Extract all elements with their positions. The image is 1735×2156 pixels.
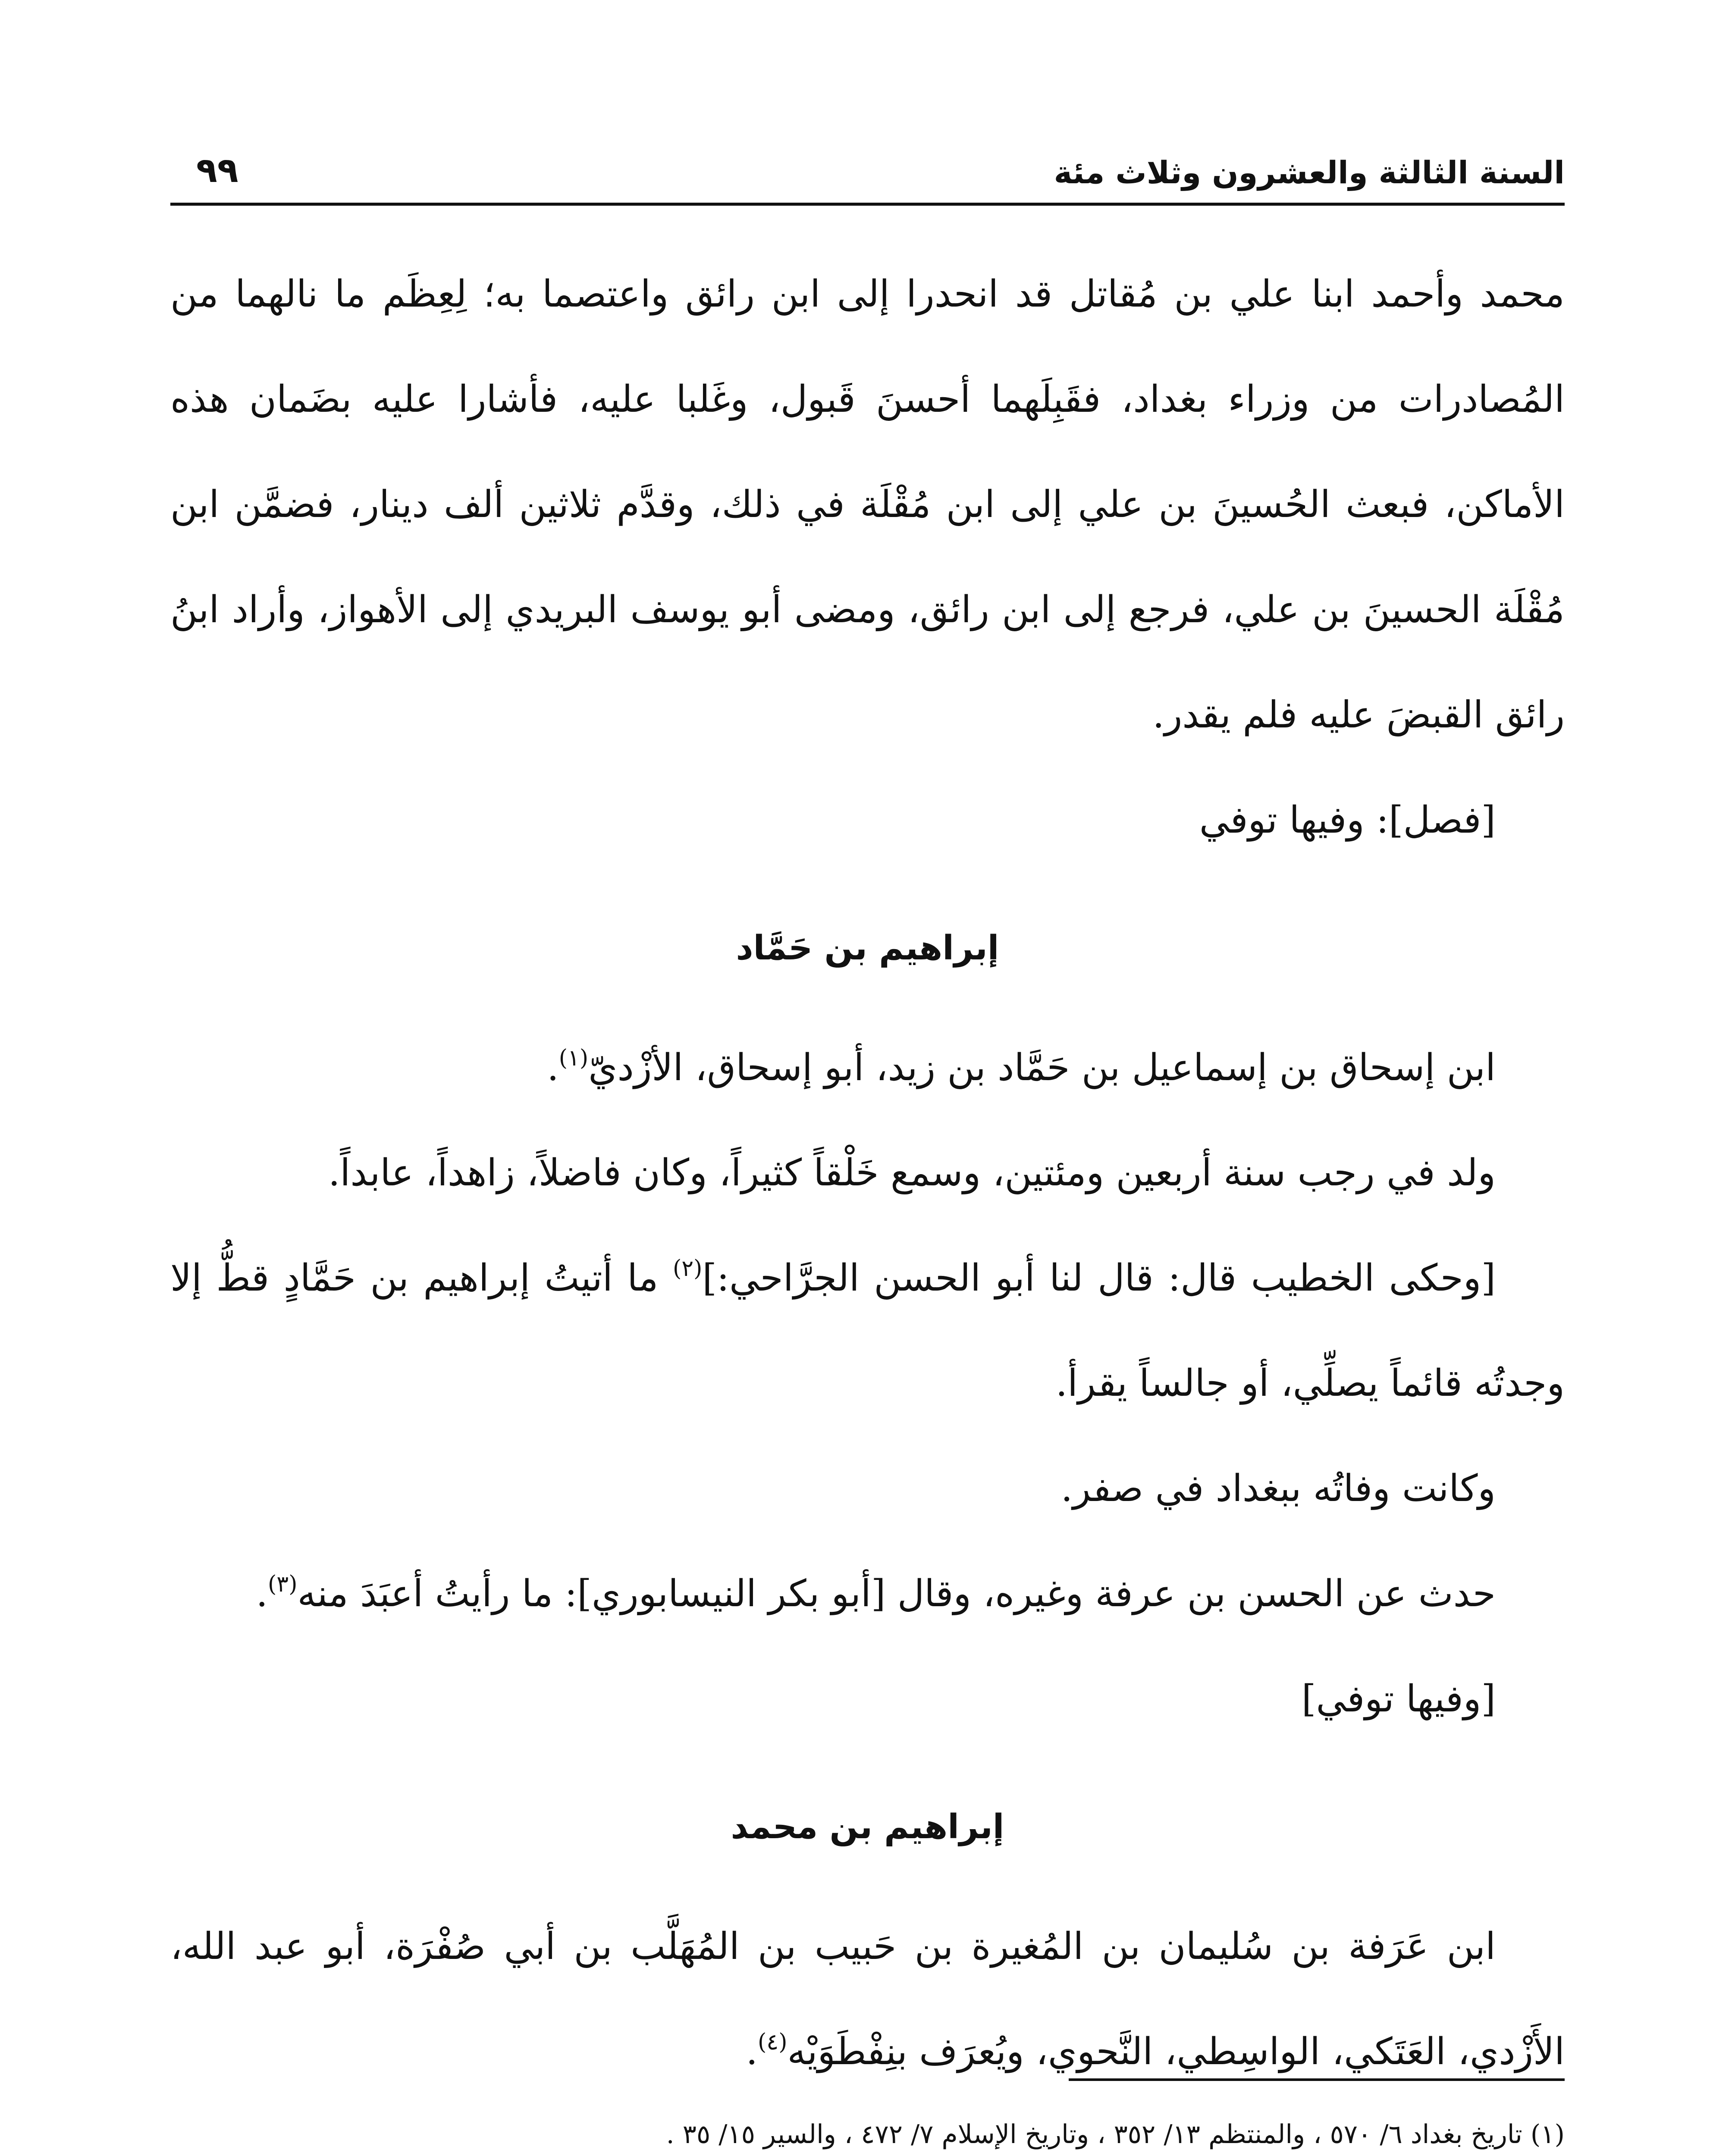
footnote-separator [1069,2078,1565,2081]
footnote-ref: (٣) [267,1571,298,1597]
paragraph: حدث عن الحسن بن عرفة وغيره، وقال [أبو بكر النيسابوري]: ما رأيتُ أعبَدَ منه$^{(٣)}$. [256,1571,1496,1615]
paragraph: محمد وأحمد ابنا علي بن مُقاتل قد انحدرا إلى ابن رائق واعتصما به؛ لِعِظَم ما نالهما من المُصادرات من وزراء بغداد، فقَبِلَهما أحسنَ قَبول، وغَلبا عليه، فأشارا عليه بضَمان هذه الأماكن، فبعث الحُسينَ بن علي إلى ابن مُقْلَة في ذلك، وقدَّم ثلاثين ألف دينار، فضمَّن ابن مُقْلَة الحسينَ بن علي، فرجع إلى ابن رائق، ومضى أبو يوسف البريدي إلى الأهواز، وأراد ابنُ رائق القبضَ عليه فلم يقدر. [170,273,1565,736]
running-title: السنة الثالثة والعشرون وثلاث مئة [1054,154,1565,191]
paragraph-text: ما أتيتُ إبراهيم بن حَمَّادٍ قطُّ إلا وجدتُه قائماً يصلِّي، أو جالساً يقرأ. [170,1257,1565,1405]
paragraph-text: حدث عن الحسن بن عرفة وغيره، وقال [أبو بكر النيسابوري]: ما رأيتُ أعبَدَ منه [297,1572,1496,1615]
entry-heading: إبراهيم بن حَمَّاد [736,929,999,968]
paragraph-text: ابن إسحاق بن إسماعيل بن حَمَّاد بن زيد، أبو إسحاق، الأزْديّ [588,1046,1496,1089]
page-number: ٩٩ [196,150,238,190]
paragraph-text: [وحكى الخطيب قال: قال لنا أبو الحسن الجرَّاحي:] [702,1257,1496,1300]
section-note: [وفيها توفي] [1301,1677,1496,1720]
paragraph: ابن عَرَفة بن سُليمان بن المُغيرة بن حَبيب بن المُهَلَّب بن أبي صُفْرَة، أبو عبد الله، الأَزْدي، العَتَكي، الواسِطي، النَّحوي، ويُعرَف بنِفْطَوَيْه$^{(٤)}$. [170,1925,1565,2073]
paragraph [170,1225,1565,1436]
footnote-ref: (٤) [757,2029,787,2055]
paragraph: ابن إسحاق بن إسماعيل بن حَمَّاد بن زيد، أبو إسحاق، الأزْديّ$^{(١)}$. [547,1045,1496,1089]
entry-heading: إبراهيم بن محمد [731,1808,1004,1846]
footnote-ref: (٢) [672,1256,703,1282]
paragraph: ولد في رجب سنة أربعين ومئتين، وسمع خَلْقاً كثيراً، وكان فاضلاً، زاهداً، عابداً. [328,1151,1496,1194]
page-header [170,142,1565,203]
paragraph-text: ابن عَرَفة بن سُليمان بن المُغيرة بن حَبيب بن المُهَلَّب بن أبي صُفْرَة، أبو عبد الله، الأَزْدي، العَتَكي، الواسِطي، النَّحوي، ويُعرَف بنِفْطَوَيْه [170,1925,1565,2073]
paragraph: وكانت وفاتُه ببغداد في صفر. [1060,1467,1496,1510]
footnote: (١) تاريخ بغداد ٦/ ٥٧٠ ، والمنتظم ١٣/ ٣٥٢ ، وتاريخ الإسلام ٧/ ٤٧٢ ، والسير ١٥/ ٣٥ . [666,2119,1565,2150]
section-note: [فصل]: وفيها توفي [1199,799,1496,842]
main-text [170,241,1565,2104]
footnotes [170,2104,1565,2156]
footnote-ref: (١) [558,1045,589,1071]
header-rule [170,203,1565,206]
